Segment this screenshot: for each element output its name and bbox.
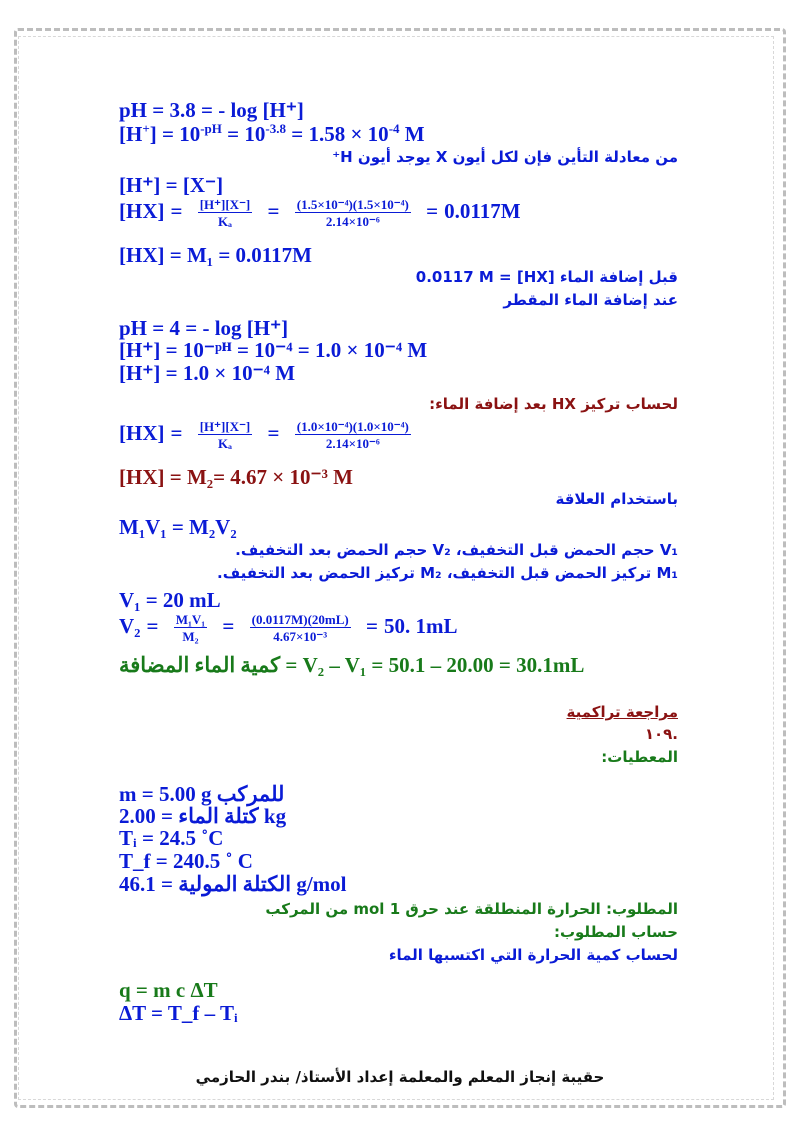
hx-m2: [HX] = M₂= 4.67 × 10⁻³ M bbox=[119, 465, 353, 489]
h-concentration-3: [H⁺] = 1.0 × 10⁻⁴ M bbox=[119, 361, 296, 385]
dilution-equation: M₁V₁ = M₂V₂ bbox=[119, 515, 237, 539]
after-water-heading: عند إضافة الماء المقطر bbox=[503, 291, 678, 309]
ph-equation-2: pH = 4 = - log [H⁺] bbox=[119, 316, 289, 340]
concentration-definitions: M₁ تركيز الحمض قبل التخفيف، M₂ تركيز الحمض بعد التخفيف. bbox=[217, 564, 678, 582]
h-concentration-2: [H⁺] = 10⁻ᵖᴴ = 10⁻⁴ = 1.0 × 10⁻⁴ M bbox=[119, 338, 428, 362]
delta-t-equation: ΔT = T_f – Tᵢ bbox=[119, 1001, 238, 1025]
hx-fraction-2: [HX] = $\frac{[H^+][X^-]}{\text{Kₐ}}$ = $\frac{\text{(1.0×10⁻⁴)(1.0×10⁻⁴)}}{\text{2.14×10⁻⁶}}$ bbox=[119, 419, 409, 451]
h-concentration-1: $[H^+] = 10^{-pH} = 10^{-3.8} = 1.58 \times 10^{-4}$ M bbox=[119, 121, 425, 146]
v2-fraction: V₂ = $\frac{\text{M₁V₁}}{\text{M₂}}$ = $\frac{(0.0117M)(20mL)}{\text{4.67×10⁻³}}$ = 50. 1mL bbox=[119, 612, 458, 644]
given-ti: Tᵢ = 24.5 ˚C bbox=[119, 826, 224, 850]
page-footer: حقيبة إنجاز المعلم والمعلمة إعداد الأستاذ/ بندر الحازمي bbox=[195, 1068, 605, 1086]
given-water-mass: كتلة الماء = 2.00 kg bbox=[119, 804, 287, 828]
v1-value: V₁ = 20 mL bbox=[119, 588, 221, 612]
before-water-note: قبل إضافة الماء [HX] = 0.0117 M bbox=[415, 268, 678, 286]
givens-heading: المعطيات: bbox=[601, 748, 678, 766]
volume-definitions: V₁ حجم الحمض قبل التخفيف، V₂ حجم الحمض بعد التخفيف. bbox=[235, 541, 678, 559]
question-number: .١٠٩ bbox=[644, 725, 678, 743]
ph-equation-1: pH = 3.8 = - log [H⁺] bbox=[119, 98, 304, 122]
heat-absorbed-note: لحساب كمية الحرارة التي اكتسبها الماء bbox=[388, 946, 678, 964]
hx-after-water-heading: لحساب تركيز HX بعد إضافة الماء: bbox=[429, 395, 678, 413]
hx-m1: [HX] = M₁ = 0.0117M bbox=[119, 243, 312, 267]
cumulative-review-heading: مراجعة تراكمية bbox=[566, 703, 678, 721]
heat-equation: q = m c ΔT bbox=[119, 978, 218, 1002]
using-relation-note: باستخدام العلاقة bbox=[555, 490, 678, 508]
given-tf: T_f = 240.5 ˚ C bbox=[119, 849, 253, 873]
hx-fraction-1: [HX] = $\frac{[H^+][X^-]}{\text{Kₐ}}$ = $\frac{\text{(1.5×10⁻⁴)(1.5×10⁻⁴)}}{\text{2.14×10⁻⁶}}$ = 0.0117M bbox=[119, 197, 521, 229]
water-added-result: كمية الماء المضافة = V₂ – V₁ = 50.1 – 20.00 = 30.1mL bbox=[119, 653, 585, 677]
given-molar-mass: الكتلة المولية = 46.1 g/mol bbox=[119, 872, 347, 896]
given-mass: m = 5.00 g للمركب bbox=[119, 782, 285, 806]
h-equals-x: [H⁺] = [X⁻] bbox=[119, 173, 224, 197]
ionization-note: من معادلة التأين فإن لكل أيون X يوجد أيون H⁺ bbox=[332, 148, 678, 166]
calculate-required-heading: حساب المطلوب: bbox=[553, 923, 678, 941]
required-statement: المطلوب: الحرارة المنطلقة عند حرق 1 mol من المركب bbox=[265, 900, 678, 918]
